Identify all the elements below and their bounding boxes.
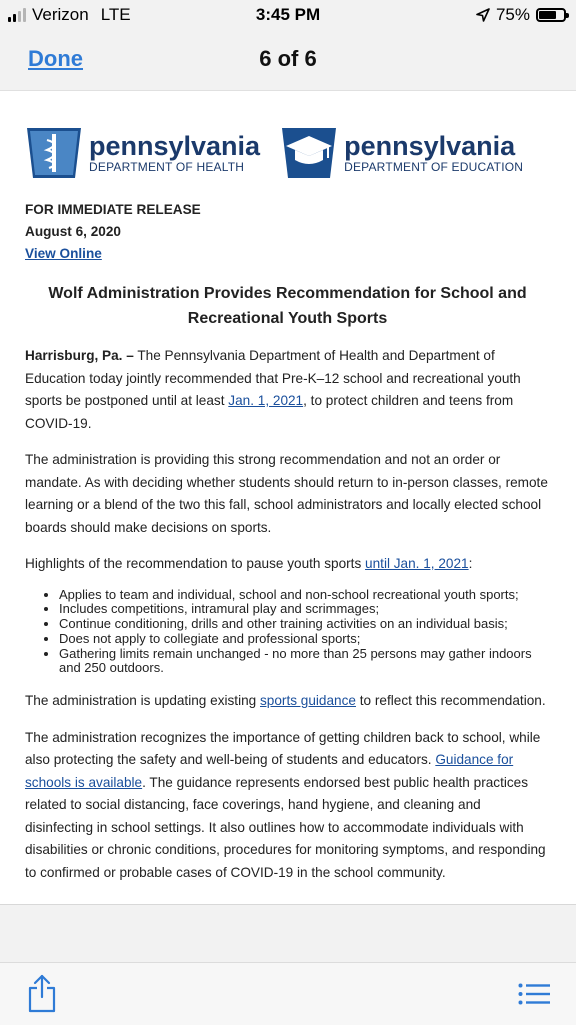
guidance-text-b: to reflect this recommendation. <box>355 693 546 709</box>
view-online-link[interactable]: View Online <box>25 246 102 261</box>
pa-education-logo-dept: DEPARTMENT OF EDUCATION <box>344 160 524 174</box>
dateline: Harrisburg, Pa. – <box>25 348 134 363</box>
logos-row <box>25 125 550 181</box>
until-jan-2021-link[interactable]: until Jan. 1, 2021 <box>365 556 469 571</box>
paragraph-intro <box>25 345 550 435</box>
press-release-document <box>25 125 550 884</box>
status-bar <box>0 0 576 32</box>
network-type: LTE <box>100 5 131 24</box>
school-text-b: . The guidance represents endorsed best public health practices related to social distancing, face coverings, hand hygiene, and cleaning and disinfecting in school settings. It also outlines how to accommodate individuals with disabilities or chronic conditions, procedures for monitoring symptoms, and responding to confirmed or probable cases of COVID-19 in the school community. <box>25 774 546 880</box>
keystone-health-icon <box>25 126 83 180</box>
list-item: • Does not apply to collegiate and professional sports; <box>59 632 550 647</box>
paragraph-highlights <box>25 553 550 576</box>
paragraph-recommendation: The administration is providing this strong recommendation and not an order or mandate. As with deciding whether students should return to in-person classes, remote learning or a blend of the two this fall, school administrators and locally elected school boards should make decisions on sports. <box>25 452 548 535</box>
press-release-headline: Wolf Administration Provides Recommendation for School and Recreational Youth Sports <box>48 285 527 327</box>
pa-education-logo-text <box>344 132 523 174</box>
release-label: FOR IMMEDIATE RELEASE <box>25 202 201 217</box>
status-time: 3:45 PM <box>255 5 321 24</box>
list-item: • Continue conditioning, drills and other training activities on an individual basis; <box>59 617 550 632</box>
sports-guidance-link[interactable]: sports guidance <box>260 693 356 709</box>
battery-icon <box>536 8 566 22</box>
list-icon[interactable] <box>518 983 550 1005</box>
guidance-for-schools-link[interactable]: Guidance for schools is available <box>25 752 514 790</box>
bottom-toolbar <box>0 962 576 1025</box>
status-right <box>476 5 566 25</box>
intro-text-b: , to protect children and teens from COVID-19. <box>25 393 514 431</box>
paragraph-school-guidance <box>25 727 550 885</box>
done-button[interactable]: Done <box>28 46 83 71</box>
school-text-a: The administration recognizes the importance of getting children back to school, while also protecting the safety and well-being of students and educators. <box>25 729 541 768</box>
pa-health-logo-text <box>89 132 260 174</box>
battery-percent: 75% <box>495 5 530 24</box>
jan-2021-link[interactable]: Jan. 1, 2021 <box>228 393 304 408</box>
pa-health-logo <box>25 126 260 180</box>
pa-health-logo-name: pennsylvania <box>89 131 261 161</box>
location-arrow-icon <box>476 8 490 22</box>
nav-bar <box>0 32 576 90</box>
pa-education-logo <box>280 126 523 180</box>
document-view[interactable] <box>0 90 576 905</box>
intro-text-a: The Pennsylvania Department of Health and Department of Education today jointly recommended that Pre-K–12 school and recreational youth sports be postponed until at least <box>25 348 521 408</box>
release-meta <box>25 199 550 265</box>
paragraph-sports-guidance <box>25 690 550 713</box>
carrier-name: Verizon <box>32 5 89 24</box>
highlights-list <box>25 588 550 677</box>
pa-education-logo-name: pennsylvania <box>344 131 516 161</box>
highlights-text: Highlights of the recommendation to pause youth sports <box>25 556 366 571</box>
pa-health-logo-dept: DEPARTMENT OF HEALTH <box>89 160 245 174</box>
share-icon[interactable] <box>27 973 57 1013</box>
list-item: • Applies to team and individual, school and non-school recreational youth sports; <box>59 588 550 603</box>
guidance-text-a: The administration is updating existing <box>25 693 260 709</box>
keystone-education-icon <box>280 126 338 180</box>
list-item: • Gathering limits remain unchanged - no more than 25 persons may gather indoors and 250 outdoors. <box>59 647 550 677</box>
battery-fill <box>539 11 556 19</box>
list-item: • Includes competitions, intramural play and scrimmages; <box>59 602 550 617</box>
page-counter-title: 6 of 6 <box>259 46 317 71</box>
highlights-colon: : <box>468 556 473 571</box>
release-date: August 6, 2020 <box>25 224 121 239</box>
